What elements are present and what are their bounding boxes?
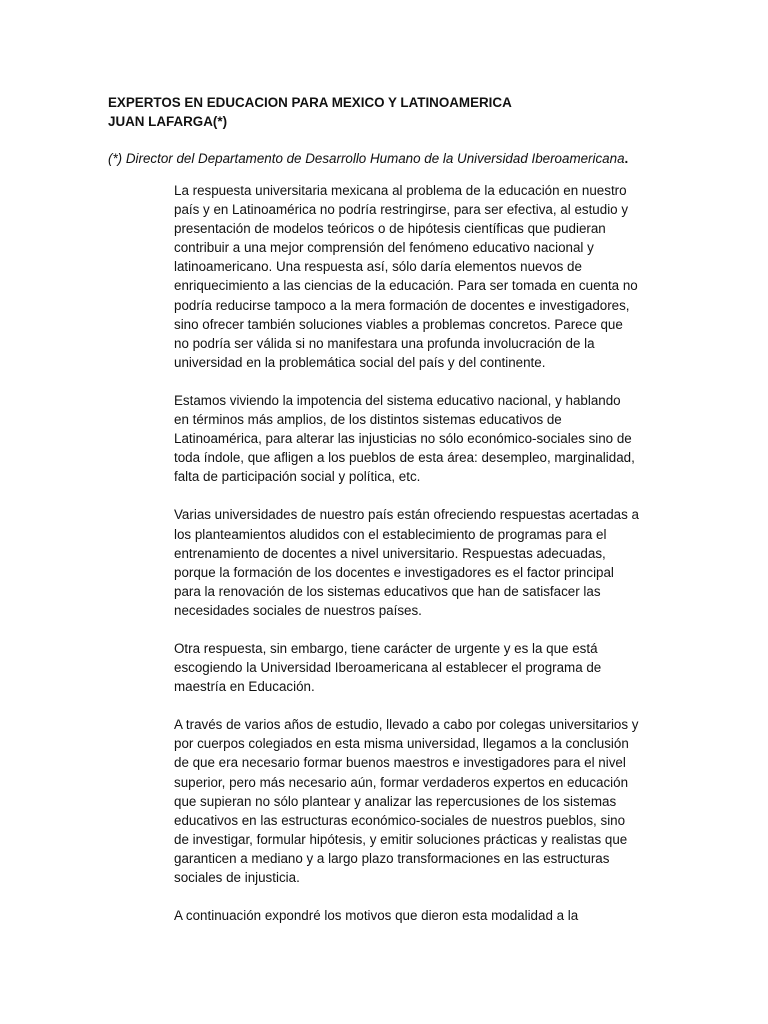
document-body [174,181,684,944]
body-paragraph [174,906,684,925]
paragraph-line: necesidades sociales de nuestros países. [174,602,422,618]
paragraph-line: falta de participación social y política, etc. [174,469,421,485]
paragraph-line: universidad en la problemática social del país y del continente. [174,354,546,370]
paragraph-line: Varias universidades de nuestro país están ofreciendo respuestas acertadas a [174,507,639,523]
paragraph-line: latinoamericano. Una respuesta así, sólo daría elementos nuevos de [174,259,582,275]
paragraph-line: educativos en las estructuras económico-sociales de nuestros pueblos, sino [174,812,626,828]
document-header [108,93,728,131]
paragraph-line: toda índole, que afligen a los pueblos de esta área: desempleo, marginalidad, [174,450,635,466]
paragraph-line: país y en Latinoamérica no podría restringirse, para ser efectiva, al estudio y [174,202,629,218]
body-paragraph [174,181,684,372]
paragraph-line: La respuesta universitaria mexicana al problema de la educación en nuestro [174,183,627,198]
paragraph-line: Estamos viviendo la impotencia del sistema educativo nacional, y hablando [174,392,621,408]
paragraph-line: los planteamientos aludidos con el establecimiento de programas para el [174,526,607,542]
document-author: JUAN LAFARGA(*) [108,114,228,129]
paragraph-line: sino ofrecer también soluciones viables a problemas concretos. Parece que [174,316,623,332]
paragraph-line: para la renovación de los sistemas educativos que han de satisfacer las [174,583,601,599]
author-footnote [108,149,748,168]
paragraph-line: que supieran no sólo plantear y analizar las repercusiones de los sistemas [174,793,617,809]
paragraph-line: en términos más amplios, de los distintos sistemas educativos de [174,412,562,428]
paragraph-line: no podría ser válida si no manifestara una profunda involucración de la [174,335,595,351]
paragraph-line: A continuación expondré los motivos que dieron esta modalidad a la [174,908,579,924]
document-title: EXPERTOS EN EDUCACION PARA MEXICO Y LATINOAMERICA [108,95,512,110]
paragraph-line: Latinoamérica, para alterar las injusticias no sólo económico-sociales sino de [174,431,632,447]
paragraph-line: podría reducirse tampoco a la mera formación de docentes e investigadores, [174,297,630,313]
paragraph-line: porque la formación de los docentes e investigadores es el factor principal [174,564,614,580]
footnote-text: (*) Director del Departamento de Desarrollo Humano de la Universidad Iberoamericana [108,151,625,166]
paragraph-line: presentación de modelos teóricos o de hipótesis científicas que pudieran [174,221,606,237]
paragraph-line: de que era necesario formar buenos maestros e investigadores para el nivel [174,755,626,771]
body-paragraph [174,715,684,887]
paragraph-line: contribuir a una mejor comprensión del fenómeno educativo nacional y [174,240,594,256]
paragraph-line: maestría en Educación. [174,679,315,695]
paragraph-line: sociales de injusticia. [174,870,300,885]
body-paragraph [174,391,684,486]
footnote-period: . [624,151,629,166]
body-paragraph [174,505,684,620]
paragraph-line: superior, pero más necesario aún, formar verdaderos expertos en educación [174,774,629,790]
paragraph-line: de investigar, formular hipótesis, y emitir soluciones prácticas y realistas que [174,831,628,847]
paragraph-line: A través de varios años de estudio, llevado a cabo por colegas universitarios y [174,717,639,733]
paragraph-line: por cuerpos colegiados en esta misma universidad, llegamos a la conclusión [174,736,629,752]
paragraph-line: enriquecimiento a las ciencias de la educación. Para ser tomada en cuenta no [174,278,638,294]
paragraph-line: Otra respuesta, sin embargo, tiene carácter de urgente y es la que está [174,640,598,656]
body-paragraph [174,639,684,696]
paragraph-line: garanticen a mediano y a largo plazo transformaciones en las estructuras [174,850,610,866]
paragraph-line: entrenamiento de docentes a nivel universitario. Respuestas adecuadas, [174,545,606,561]
paragraph-line: escogiendo la Universidad Iberoamericana al establecer el programa de [174,660,602,676]
